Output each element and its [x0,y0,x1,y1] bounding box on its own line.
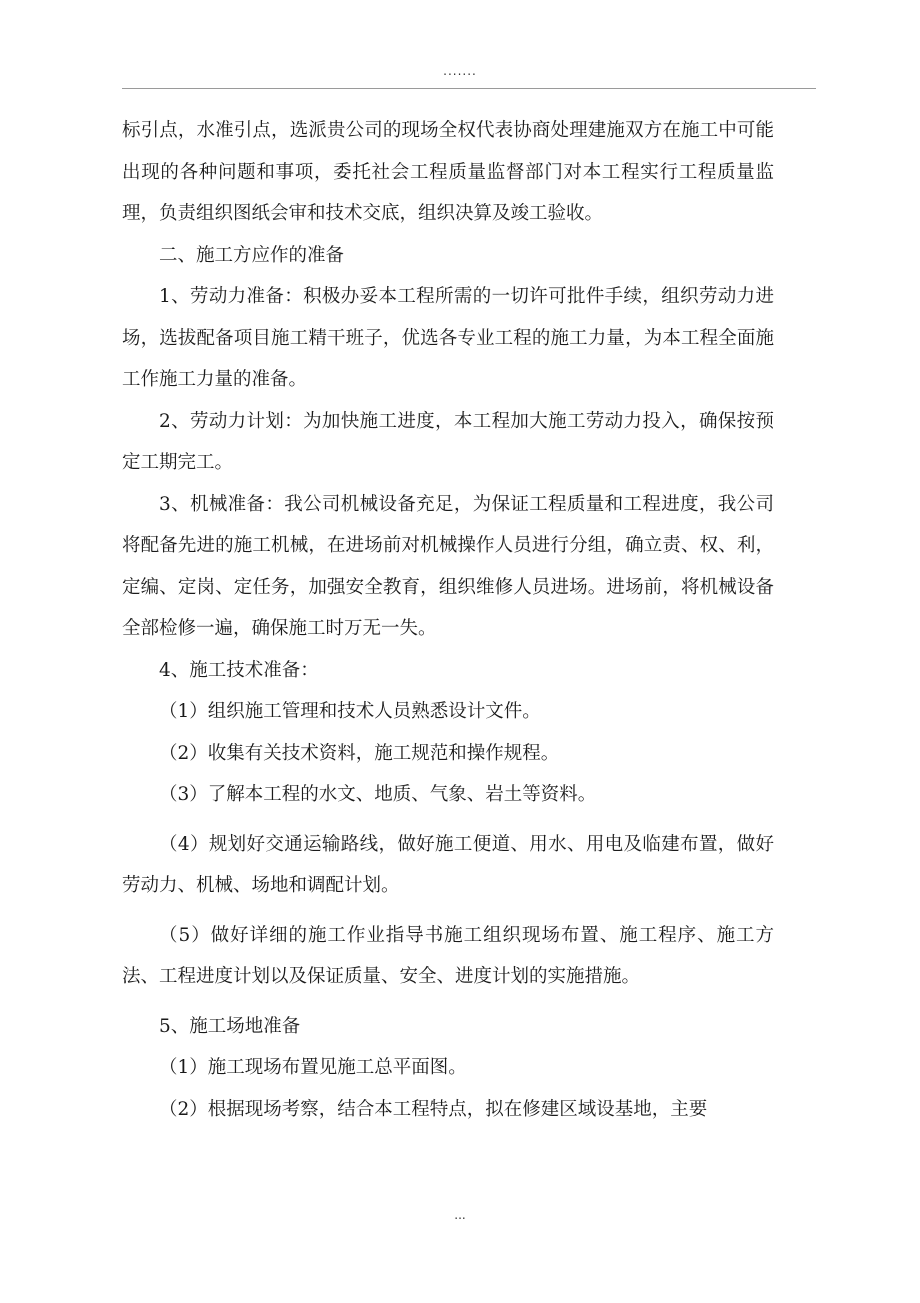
list-item-tech-2: （2）收集有关技术资料，施工规范和操作规程。 [159,742,560,764]
paragraph-machinery-prep: 3、机械准备：我公司机械设备充足，为保证工程质量和工程进度，我公司将配备先进的施工机械，在进场前对机械操作人员进行分组，确立责、权、利，定编、定岗、定任务，加强安全教育，组织维修人员进场。进场前，将机械设备全部检修一遍，确保施工时万无一失。 [122,493,774,639]
heading-site-prep: 5、施工场地准备 [159,1015,301,1037]
heading-technical-prep: 4、施工技术准备： [159,659,319,681]
paragraph-labor-plan: 2、劳动力计划：为加快施工进度，本工程加大施工劳动力投入，确保按预定工期完工。 [122,410,774,473]
list-item-tech-1: （1）组织施工管理和技术人员熟悉设计文件。 [159,701,541,722]
paragraph-labor-prep: 1、劳动力准备：积极办妥本工程所需的一切许可批件手续，组织劳动力进场，选拔配备项目施工精干班子，优选各专业工程的施工力量，为本工程全面施工作施工力量的准备。 [122,286,774,390]
page-header-mark: ....... [443,64,477,78]
document-body [122,110,774,1130]
page-footer-mark: ... [454,1208,466,1222]
list-item-site-1: （1）施工现场布置见施工总平面图。 [159,1057,467,1078]
section-heading-contractor-prep: 二、施工方应作的准备 [159,244,345,266]
list-item-site-2: （2）根据现场考察，结合本工程特点，拟在修建区域设基地，主要 [159,1098,708,1120]
paragraph-owner-duties: 标引点，水准引点，选派贵公司的现场全权代表协商处理建施双方在施工中可能出现的各种问题和事项，委托社会工程质量监督部门对本工程实行工程质量监理，负责组织图纸会审和技术交底，组织决算及竣工验收。 [122,120,774,224]
list-item-tech-3: （3）了解本工程的水文、地质、气象、岩土等资料。 [159,784,597,805]
list-item-tech-5: （5）做好详细的施工作业指导书施工组织现场布置、施工程序、施工方法、工程进度计划以及保证质量、安全、进度计划的实施措施。 [122,924,774,987]
header-divider [122,88,816,89]
list-item-tech-4: （4）规划好交通运输路线，做好施工便道、用水、用电及临建布置，做好劳动力、机械、场地和调配计划。 [122,833,774,896]
